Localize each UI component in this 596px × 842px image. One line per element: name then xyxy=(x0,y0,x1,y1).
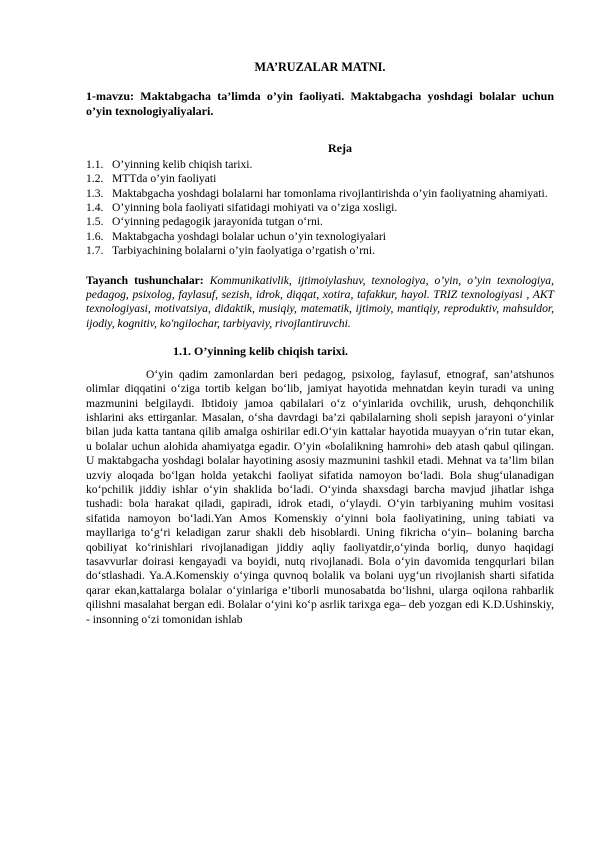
plan-item-number: 1.1. xyxy=(86,157,104,171)
plan-item-text: O‘yinning pedagogik jarayonida tutgan o‘rni. xyxy=(112,215,323,229)
plan-item-text: Tarbiyachining bolalarni o’yin faolyatiga o’rgatish o’rni. xyxy=(112,244,375,258)
plan-item-text: O’yinning bola faoliyati sifatidagi mohiyati va o’ziga xosligi. xyxy=(112,201,398,215)
plan-item xyxy=(86,158,554,172)
plan-title: Reja xyxy=(328,141,352,156)
plan-item xyxy=(86,172,554,186)
plan-item-number: 1.7. xyxy=(86,244,104,258)
plan-item-number: 1.4. xyxy=(86,201,104,215)
keywords-paragraph xyxy=(86,274,554,332)
plan-item xyxy=(86,230,554,244)
plan-item-number: 1.2. xyxy=(86,172,104,186)
plan-item-number: 1.3. xyxy=(86,186,104,200)
document-title: MA’RUZALAR MATNI. xyxy=(254,60,386,74)
plan-item-number: 1.5. xyxy=(86,215,104,229)
plan-item-text: O’yinning kelib chiqish tarixi. xyxy=(112,157,253,171)
section-heading: 1.1. O’yinning kelib chiqish tarixi. xyxy=(173,344,349,359)
plan-item-text: Maktabgacha yoshdagi bolalarni har tomonlama rivojlantirishda o’yin faoliyatning ahamiyati. xyxy=(112,186,548,200)
body-paragraph: O‘yin qadim zamonlardan beri pedagog, psixolog, faylasuf, etnograf, san’atshunos olimlar diqqatini o‘ziga tortib kelgan bo‘lib, jamiyat hayotida mehnatdan keyin turadi va uning mazmunini belgilaydi. Ibtidoiy jamoa qabilalari o‘z o‘yinlarida ovchilik, urush, dehqonchilik ishlarini aks ettirganlar. Masalan, o‘sha davrdagi ba’zi qabilalarning sholi sepish jarayoni o‘yinlar bilan juda katta tantana qilib amalga oshirilar edi.O‘yin kattalar hayotida muayyan o‘rin tutar ekan, u bolalar uchun alohida ahamiyatga egadir. O’yin «bolalikning hamrohi» deb atash qabul qilingan. U maktabgacha yoshdagi bolalar hayotining asosiy mazmunini tashkil etadi. Mehnat va ta’lim bilan uzviy aloqada bo‘lgan holda yetakchi faoliyat sifatida namoyon bo‘ladi. Bola shug‘ulanadigan ko‘pchilik jiddiy ishlar o‘yin shaklida bo‘ladi. O‘yinda shaxsdagi barcha mavjud jihatlar ishga tushadi: bola harakat qiladi, gapiradi, idrok etadi, o‘ylaydi. O‘yin tarbiyaning muhim vositasi sifatida namoyon bo‘ladi.Yan Amos Komenskiy o‘yinni bola faoliyatining, uning tabiati va mayllariga to‘g‘ri keladigan zarur shakli deb hisoblardi. Uning fikricha o‘yin– bolaning barcha qobiliyat ko‘rinishlari rivojlanadigan jiddiy aqliy faoliyatdir,o‘yinda borliq, dunyo haqidagi tasavvurlar doirasi kengayadi va boyidi, nutq rivojlanadi. Bola o‘yin davomida tengqurlari bilan do‘stlashadi. Ya.A.Komenskiy o‘yinga quvnoq bolalik va bolani uyg‘un rivojlanish sharti sifatida qarar ekan,kattalarga bolalar o‘yinlariga e’tiborli munosabatda bo‘lishni, ularga oqilona rahbarlik qilishni masalahat bergan edi. Bolalar o‘yini ko‘p asrlik tarixga ega– deb yozgan edi K.D.Ushinskiy, - insonning o‘zi tomonidan ishlab xyxy=(86,367,554,626)
plan-item xyxy=(86,215,554,229)
plan-item-number: 1.6. xyxy=(86,229,104,243)
keywords-list: Kommunikativlik, ijtimoiylashuv, texnologiya, o’yin, o’yin texnologiya, pedagog, psixolog, faylasuf, sezish, idrok, diqqat, xotira, tafakkur, hayol. TRIZ texnologiyasi , AKT texnologiyasi, motivatsiya, didaktik, musiqiy, matematik, ijtimoiy, mantiqiy, reproduktiv, mahsuldor, ijodiy, kognitiv, ko'ngilochar, tarbiyaviy, rivojlantiruvchi. xyxy=(86,273,554,330)
keywords-label: Tayanch tushunchalar: xyxy=(86,273,204,287)
plan-item xyxy=(86,244,554,258)
topic-heading: 1-mavzu: Maktabgacha ta’limda o’yin faoliyati. Maktabgacha yoshdagi bolalar uchun o’yin texnologiyaliyalari. xyxy=(86,89,554,119)
plan-item xyxy=(86,201,554,215)
plan-item-text: MTTda o’yin faoliyati xyxy=(112,172,217,186)
plan-item xyxy=(86,187,554,201)
plan-item-text: Maktabgacha yoshdagi bolalar uchun o’yin texnologiyalari xyxy=(112,229,386,243)
document-page xyxy=(86,60,554,627)
plan-list xyxy=(86,158,554,259)
